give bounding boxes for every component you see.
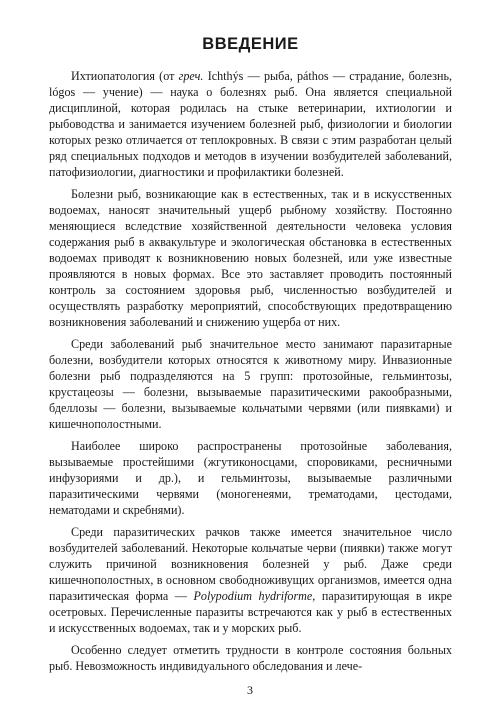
text-run: Особенно следует отметить трудности в контроле состояния больных рыб. Невозможность индивидуального обследования и лече- [49, 643, 452, 673]
paragraph [49, 336, 452, 432]
text-run: Наиболее широко распространены протозойные заболевания, вызываемые простейшими (жгутиконосцами, споровиками, ресничными инфузориями и др.), и гельминтозы, вызываемые различными паразитическими червями (моногенеями, трематодами, цестодами, нематодами и скребнями). [49, 439, 452, 517]
text-run: Среди паразитических рачков также имеется значительное число возбудителей заболеваний. Некоторые кольчатые черви (пиявки) также могут служить причиной возникновения болезней у рыб. Даже среди кишечнополостных, в основном свободноживущих организмов, имеется одна паразитическая форма — [49, 525, 452, 603]
paragraph [49, 438, 452, 518]
page-number: 3 [247, 683, 253, 697]
text-run: Среди заболеваний рыб значительное место занимают паразитарные болезни, возбудители которых относятся к животному миру. Инвазионные болезни рыб подразделяются на 5 групп: протозойные, гельминтозы, крустацеозы — болезни, вызываемые паразитическими ракообразными, бделлозы — болезни, вызываемые кольчатыми червями (или пиявками) и кишечнополостными. [49, 337, 452, 431]
text-run: , паразитирующая в икре осетровых. Перечисленные паразиты встречаются как у рыб в естественных и искусственных водоемах, так и у морских рыб. [49, 589, 452, 635]
italic-text: греч. [178, 69, 204, 83]
page-title: ВВЕДЕНИЕ [202, 35, 299, 53]
paragraph [49, 524, 452, 636]
italic-text: Polypodium hydriforme [193, 589, 313, 603]
body-text [49, 68, 452, 674]
text-run: Болезни рыб, возникающие как в естественных, так и в искусственных водоемах, наносят значительный ущерб рыбному хозяйству. Постоянно меняющиеся вследствие хозяйственной деятельности человека условия содержания рыб в аквакультуре и экологическая обстановка в естественных водоемах приводят к возникновению новых болезней, или уже известные проявляются в новых формах. Все это заставляет проводить постоянный контроль за состоянием здоровья рыб, численностью возбудителей и осуществлять разработку мероприятий, способствующих предотвращению возникновения заболеваний и снижению ущерба от них. [49, 187, 452, 329]
text-run: Ихтиопатология (от [71, 69, 179, 83]
paragraph [49, 642, 452, 674]
paragraph [49, 186, 452, 330]
text-run: Ichthýs — рыба, páthos — страдание, болезнь, lógos — учение) — наука о болезнях рыб. Она является специальной дисциплиной, которая родилась на стыке ветеринарии, ихтиологии и рыбоводства и занимается изучением болезней рыб, физиологии и биологии которых резко отличается от теплокровных. В связи с этим разработан целый ряд специальных подходов и методов в изучении возбудителей заболеваний, патофизиологии, диагностики и профилактики болезней. [49, 69, 452, 179]
paragraph [49, 68, 452, 180]
